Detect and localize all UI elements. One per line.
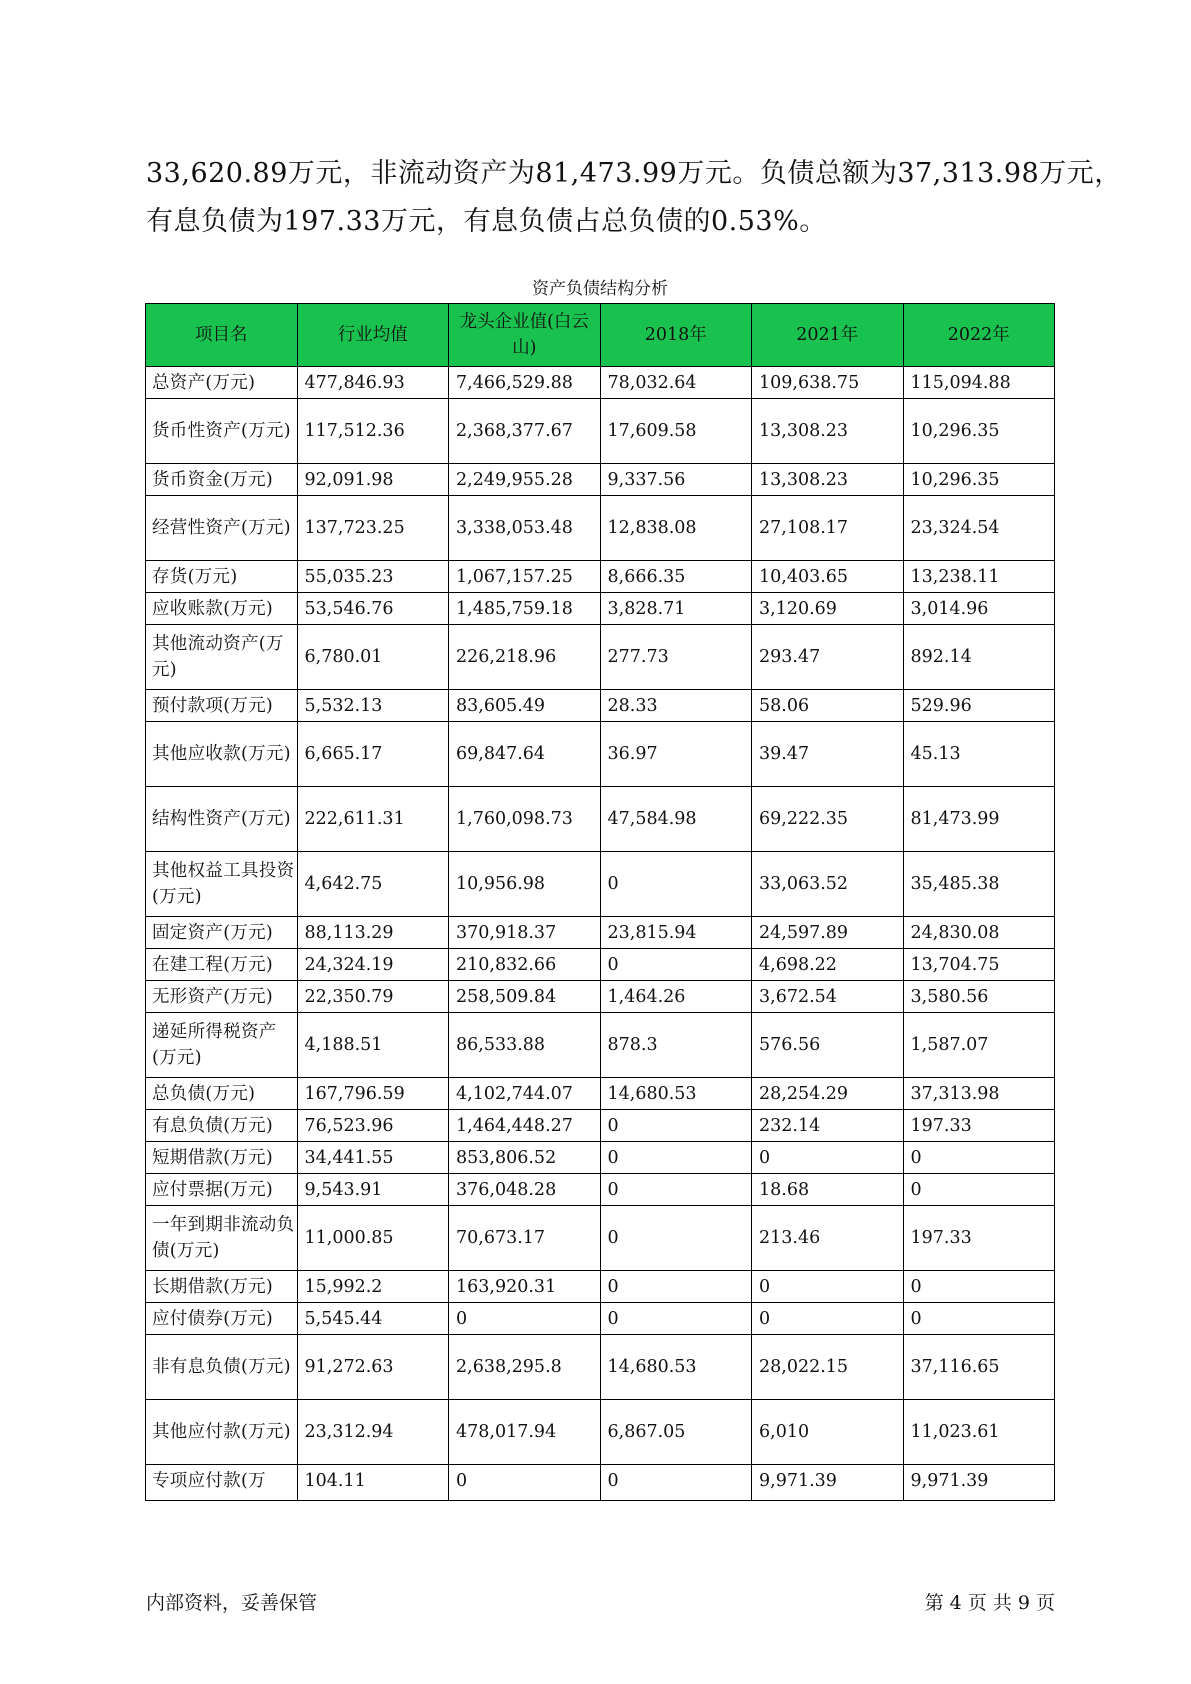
value-cell: 13,238.11	[903, 561, 1055, 593]
value-cell: 55,035.23	[297, 561, 449, 593]
row-label: 无形资产(万元)	[146, 981, 298, 1013]
value-cell: 853,806.52	[449, 1142, 601, 1174]
row-label: 其他应付款(万元)	[146, 1400, 298, 1465]
value-cell: 197.33	[903, 1206, 1055, 1271]
table-header-row	[146, 304, 1055, 367]
value-cell: 1,760,098.73	[449, 787, 601, 852]
row-label: 结构性资产(万元)	[146, 787, 298, 852]
value-cell: 69,222.35	[752, 787, 904, 852]
value-cell: 0	[752, 1303, 904, 1335]
value-cell: 0	[600, 1174, 752, 1206]
value-cell: 210,832.66	[449, 949, 601, 981]
table-row	[146, 1400, 1055, 1465]
table-row	[146, 561, 1055, 593]
value-cell: 4,102,744.07	[449, 1078, 601, 1110]
table-body	[146, 367, 1055, 1501]
value-cell: 0	[600, 852, 752, 917]
header-cell: 2021年	[752, 304, 904, 367]
value-cell: 14,680.53	[600, 1078, 752, 1110]
value-cell: 12,838.08	[600, 496, 752, 561]
value-cell: 3,672.54	[752, 981, 904, 1013]
value-cell: 478,017.94	[449, 1400, 601, 1465]
value-cell: 36.97	[600, 722, 752, 787]
intro-line-1: 33,620.89万元，非流动资产为81,473.99万元。负债总额为37,313.98万元，	[146, 158, 1122, 189]
value-cell: 33,063.52	[752, 852, 904, 917]
row-label: 固定资产(万元)	[146, 917, 298, 949]
intro-paragraph	[146, 150, 1122, 246]
value-cell: 13,308.23	[752, 464, 904, 496]
value-cell: 1,464,448.27	[449, 1110, 601, 1142]
value-cell: 4,698.22	[752, 949, 904, 981]
value-cell: 277.73	[600, 625, 752, 690]
value-cell: 7,466,529.88	[449, 367, 601, 399]
value-cell: 0	[903, 1142, 1055, 1174]
value-cell: 53,546.76	[297, 593, 449, 625]
value-cell: 9,971.39	[903, 1465, 1055, 1501]
value-cell: 76,523.96	[297, 1110, 449, 1142]
row-label: 其他流动资产(万元)	[146, 625, 298, 690]
value-cell: 81,473.99	[903, 787, 1055, 852]
value-cell: 226,218.96	[449, 625, 601, 690]
value-cell: 24,324.19	[297, 949, 449, 981]
value-cell: 197.33	[903, 1110, 1055, 1142]
table-row	[146, 852, 1055, 917]
table-row	[146, 1335, 1055, 1400]
row-label: 预付款项(万元)	[146, 690, 298, 722]
value-cell: 9,971.39	[752, 1465, 904, 1501]
table-row	[146, 464, 1055, 496]
value-cell: 6,010	[752, 1400, 904, 1465]
value-cell: 27,108.17	[752, 496, 904, 561]
value-cell: 2,249,955.28	[449, 464, 601, 496]
table-row	[146, 722, 1055, 787]
table-row	[146, 1078, 1055, 1110]
value-cell: 39.47	[752, 722, 904, 787]
table-row	[146, 690, 1055, 722]
value-cell: 104.11	[297, 1465, 449, 1501]
value-cell: 6,867.05	[600, 1400, 752, 1465]
value-cell: 2,368,377.67	[449, 399, 601, 464]
value-cell: 258,509.84	[449, 981, 601, 1013]
value-cell: 15,992.2	[297, 1271, 449, 1303]
value-cell: 69,847.64	[449, 722, 601, 787]
value-cell: 293.47	[752, 625, 904, 690]
value-cell: 167,796.59	[297, 1078, 449, 1110]
table-row	[146, 787, 1055, 852]
value-cell: 58.06	[752, 690, 904, 722]
table-row	[146, 1142, 1055, 1174]
value-cell: 5,545.44	[297, 1303, 449, 1335]
row-label: 应收账款(万元)	[146, 593, 298, 625]
value-cell: 23,312.94	[297, 1400, 449, 1465]
value-cell: 11,023.61	[903, 1400, 1055, 1465]
row-label: 递延所得税资产(万元)	[146, 1013, 298, 1078]
value-cell: 370,918.37	[449, 917, 601, 949]
value-cell: 10,296.35	[903, 399, 1055, 464]
table-row	[146, 1465, 1055, 1501]
value-cell: 892.14	[903, 625, 1055, 690]
row-label: 总资产(万元)	[146, 367, 298, 399]
value-cell: 0	[903, 1303, 1055, 1335]
value-cell: 0	[752, 1271, 904, 1303]
row-label: 存货(万元)	[146, 561, 298, 593]
value-cell: 47,584.98	[600, 787, 752, 852]
row-label: 专项应付款(万	[146, 1465, 298, 1501]
value-cell: 9,543.91	[297, 1174, 449, 1206]
value-cell: 86,533.88	[449, 1013, 601, 1078]
intro-line-2: 有息负债为197.33万元，有息负债占总负债的0.53%。	[146, 206, 827, 237]
value-cell: 163,920.31	[449, 1271, 601, 1303]
value-cell: 6,665.17	[297, 722, 449, 787]
value-cell: 9,337.56	[600, 464, 752, 496]
row-label: 货币资金(万元)	[146, 464, 298, 496]
row-label: 在建工程(万元)	[146, 949, 298, 981]
value-cell: 3,120.69	[752, 593, 904, 625]
value-cell: 1,067,157.25	[449, 561, 601, 593]
value-cell: 18.68	[752, 1174, 904, 1206]
value-cell: 37,313.98	[903, 1078, 1055, 1110]
value-cell: 5,532.13	[297, 690, 449, 722]
value-cell: 17,609.58	[600, 399, 752, 464]
value-cell: 0	[903, 1174, 1055, 1206]
header-cell: 龙头企业值(白云山)	[449, 304, 601, 367]
table-row	[146, 1206, 1055, 1271]
value-cell: 10,403.65	[752, 561, 904, 593]
value-cell: 222,611.31	[297, 787, 449, 852]
value-cell: 88,113.29	[297, 917, 449, 949]
value-cell: 13,308.23	[752, 399, 904, 464]
row-label: 一年到期非流动负债(万元)	[146, 1206, 298, 1271]
value-cell: 22,350.79	[297, 981, 449, 1013]
table-row	[146, 367, 1055, 399]
value-cell: 10,956.98	[449, 852, 601, 917]
table-row	[146, 496, 1055, 561]
table-caption: 资产负债结构分析	[532, 279, 668, 299]
value-cell: 2,638,295.8	[449, 1335, 601, 1400]
value-cell: 0	[600, 1465, 752, 1501]
row-label: 应付票据(万元)	[146, 1174, 298, 1206]
table-row	[146, 1303, 1055, 1335]
value-cell: 3,828.71	[600, 593, 752, 625]
row-label: 短期借款(万元)	[146, 1142, 298, 1174]
row-label: 长期借款(万元)	[146, 1271, 298, 1303]
value-cell: 23,324.54	[903, 496, 1055, 561]
table-row	[146, 1110, 1055, 1142]
value-cell: 37,116.65	[903, 1335, 1055, 1400]
value-cell: 28,254.29	[752, 1078, 904, 1110]
value-cell: 117,512.36	[297, 399, 449, 464]
value-cell: 14,680.53	[600, 1335, 752, 1400]
table-row	[146, 1174, 1055, 1206]
value-cell: 35,485.38	[903, 852, 1055, 917]
value-cell: 4,188.51	[297, 1013, 449, 1078]
row-label: 非有息负债(万元)	[146, 1335, 298, 1400]
value-cell: 0	[600, 1303, 752, 1335]
table-row	[146, 981, 1055, 1013]
value-cell: 109,638.75	[752, 367, 904, 399]
value-cell: 28,022.15	[752, 1335, 904, 1400]
value-cell: 91,272.63	[297, 1335, 449, 1400]
table-row	[146, 1271, 1055, 1303]
table-row	[146, 593, 1055, 625]
value-cell: 878.3	[600, 1013, 752, 1078]
value-cell: 24,597.89	[752, 917, 904, 949]
value-cell: 70,673.17	[449, 1206, 601, 1271]
value-cell: 0	[600, 1142, 752, 1174]
row-label: 应付债券(万元)	[146, 1303, 298, 1335]
value-cell: 0	[449, 1465, 601, 1501]
value-cell: 92,091.98	[297, 464, 449, 496]
value-cell: 1,464.26	[600, 981, 752, 1013]
row-label: 货币性资产(万元)	[146, 399, 298, 464]
value-cell: 23,815.94	[600, 917, 752, 949]
value-cell: 1,587.07	[903, 1013, 1055, 1078]
header-cell: 2018年	[600, 304, 752, 367]
value-cell: 477,846.93	[297, 367, 449, 399]
value-cell: 78,032.64	[600, 367, 752, 399]
row-label: 总负债(万元)	[146, 1078, 298, 1110]
value-cell: 0	[600, 1271, 752, 1303]
row-label: 经营性资产(万元)	[146, 496, 298, 561]
header-cell: 2022年	[903, 304, 1055, 367]
table-row	[146, 625, 1055, 690]
header-cell: 项目名	[146, 304, 298, 367]
value-cell: 45.13	[903, 722, 1055, 787]
value-cell: 115,094.88	[903, 367, 1055, 399]
value-cell: 213.46	[752, 1206, 904, 1271]
balance-sheet-table	[145, 303, 1055, 1501]
value-cell: 24,830.08	[903, 917, 1055, 949]
value-cell: 576.56	[752, 1013, 904, 1078]
footer-note: 内部资料，妥善保管	[146, 1592, 318, 1614]
value-cell: 0	[600, 1110, 752, 1142]
value-cell: 34,441.55	[297, 1142, 449, 1174]
value-cell: 8,666.35	[600, 561, 752, 593]
value-cell: 11,000.85	[297, 1206, 449, 1271]
value-cell: 10,296.35	[903, 464, 1055, 496]
value-cell: 83,605.49	[449, 690, 601, 722]
value-cell: 137,723.25	[297, 496, 449, 561]
value-cell: 0	[600, 1206, 752, 1271]
row-label: 其他应收款(万元)	[146, 722, 298, 787]
value-cell: 3,014.96	[903, 593, 1055, 625]
value-cell: 6,780.01	[297, 625, 449, 690]
value-cell: 376,048.28	[449, 1174, 601, 1206]
value-cell: 232.14	[752, 1110, 904, 1142]
value-cell: 0	[449, 1303, 601, 1335]
table-row	[146, 399, 1055, 464]
table-row	[146, 949, 1055, 981]
value-cell: 4,642.75	[297, 852, 449, 917]
row-label: 其他权益工具投资(万元)	[146, 852, 298, 917]
header-cell: 行业均值	[297, 304, 449, 367]
value-cell: 28.33	[600, 690, 752, 722]
value-cell: 1,485,759.18	[449, 593, 601, 625]
value-cell: 3,580.56	[903, 981, 1055, 1013]
value-cell: 0	[600, 949, 752, 981]
table-row	[146, 917, 1055, 949]
table-row	[146, 1013, 1055, 1078]
page-number: 第 4 页 共 9 页	[924, 1592, 1055, 1614]
value-cell: 3,338,053.48	[449, 496, 601, 561]
value-cell: 529.96	[903, 690, 1055, 722]
row-label: 有息负债(万元)	[146, 1110, 298, 1142]
value-cell: 0	[752, 1142, 904, 1174]
value-cell: 0	[903, 1271, 1055, 1303]
value-cell: 13,704.75	[903, 949, 1055, 981]
